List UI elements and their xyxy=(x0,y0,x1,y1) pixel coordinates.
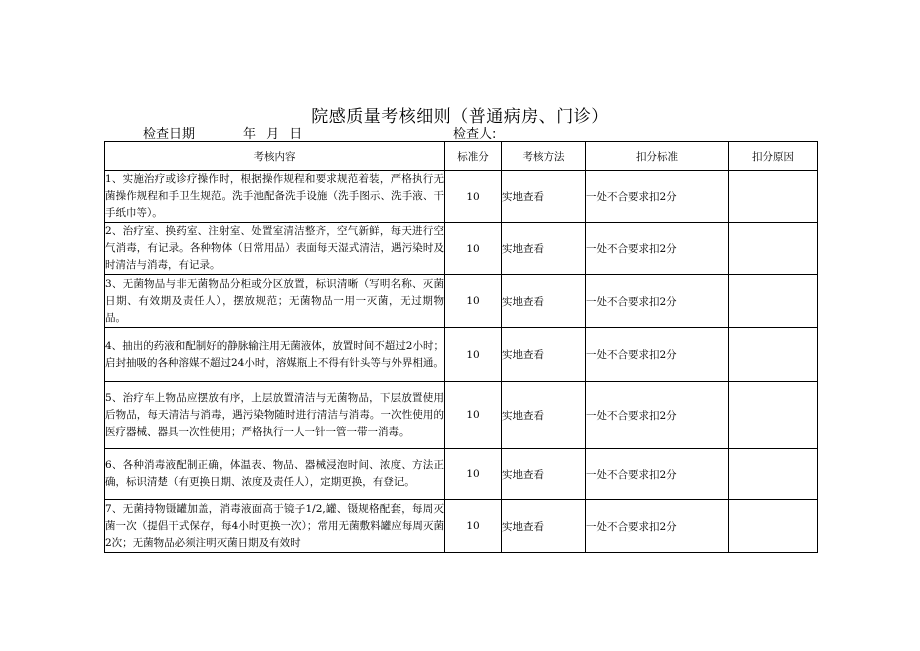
check-date-label: 检查日期 xyxy=(143,127,196,142)
table-row xyxy=(105,449,818,500)
row-method: 实地查看 xyxy=(502,449,586,500)
check-date-fields: 年 月 日 xyxy=(243,127,303,142)
header-score: 标准分 xyxy=(445,142,502,171)
table-row xyxy=(105,223,818,275)
header-method: 考核方法 xyxy=(502,142,586,171)
row-content: 3、无菌物品与非无菌物品分柜或分区放置，标识清晰（写明名称、灭菌日期、有效期及责任人），摆放规范；无菌物品一用一灭菌，无过期物品。 xyxy=(105,275,445,328)
row-reason[interactable] xyxy=(729,275,818,328)
row-score: 10 xyxy=(445,382,502,449)
row-deduction: 一处不合要求扣2分 xyxy=(586,500,729,553)
row-method: 实地查看 xyxy=(502,223,586,275)
row-content: 2、治疗室、换药室、注射室、处置室清洁整齐，空气新鲜，每天进行空气消毒，有记录。各种物体（日常用品）表面每天湿式清洁，遇污染时及时清洁与消毒，有记录。 xyxy=(105,223,445,275)
table-row xyxy=(105,382,818,449)
inspector-label: 检查人: xyxy=(453,127,497,142)
row-score: 10 xyxy=(445,449,502,500)
table-row xyxy=(105,171,818,223)
row-method: 实地查看 xyxy=(502,275,586,328)
row-reason[interactable] xyxy=(729,382,818,449)
row-deduction: 一处不合要求扣2分 xyxy=(586,382,729,449)
row-reason[interactable] xyxy=(729,328,818,382)
row-score: 10 xyxy=(445,171,502,223)
row-method: 实地查看 xyxy=(502,382,586,449)
row-method: 实地查看 xyxy=(502,500,586,553)
row-score: 10 xyxy=(445,223,502,275)
assessment-table xyxy=(104,141,818,553)
table-row xyxy=(105,328,818,382)
table-header-row xyxy=(105,142,818,171)
row-deduction: 一处不合要求扣2分 xyxy=(586,223,729,275)
row-reason[interactable] xyxy=(729,449,818,500)
row-deduction: 一处不合要求扣2分 xyxy=(586,275,729,328)
header-reason: 扣分原因 xyxy=(729,142,818,171)
row-deduction: 一处不合要求扣2分 xyxy=(586,328,729,382)
row-score: 10 xyxy=(445,328,502,382)
row-reason[interactable] xyxy=(729,171,818,223)
document-title: 院感质量考核细则（普通病房、门诊） xyxy=(311,107,609,127)
row-deduction: 一处不合要求扣2分 xyxy=(586,171,729,223)
row-content: 1、实施治疗或诊疗操作时，根据操作规程和要求规范着装，严格执行无菌操作规程和手卫生规范。洗手池配备洗手设施（洗手图示、洗手液、干手纸巾等）。 xyxy=(105,171,445,223)
row-reason[interactable] xyxy=(729,223,818,275)
row-score: 10 xyxy=(445,500,502,553)
row-method: 实地查看 xyxy=(502,328,586,382)
row-content: 6、各种消毒液配制正确，体温表、物品、器械浸泡时间、浓度、方法正确，标识清楚（有更换日期、浓度及责任人），定期更换，有登记。 xyxy=(105,449,445,500)
row-reason[interactable] xyxy=(729,500,818,553)
header-content: 考核内容 xyxy=(105,142,445,171)
row-content: 5、治疗车上物品应摆放有序，上层放置清洁与无菌物品，下层放置使用后物品，每天清洁与消毒，遇污染物随时进行清洁与消毒。一次性使用的医疗器械、器具一次性使用；严格执行一人一针一管一带一消毒。 xyxy=(105,382,445,449)
row-deduction: 一处不合要求扣2分 xyxy=(586,449,729,500)
table-row xyxy=(105,500,818,553)
row-content: 4、抽出的药液和配制好的静脉输注用无菌液体，放置时间不超过2小时；启封抽吸的各种溶媒不超过24小时，溶媒瓶上不得有针头等与外界相通。 xyxy=(105,328,445,382)
table-row xyxy=(105,275,818,328)
header-deduction: 扣分标准 xyxy=(586,142,729,171)
row-method: 实地查看 xyxy=(502,171,586,223)
row-content: 7、无菌持物镊罐加盖，消毒液面高于镜子1/2,罐、镊规格配套，每周灭菌一次（提倡干式保存，每4小时更换一次）；常用无菌敷料罐应每周灭菌2次；无菌物品必须注明灭菌日期及有效时 xyxy=(105,500,445,553)
row-score: 10 xyxy=(445,275,502,328)
